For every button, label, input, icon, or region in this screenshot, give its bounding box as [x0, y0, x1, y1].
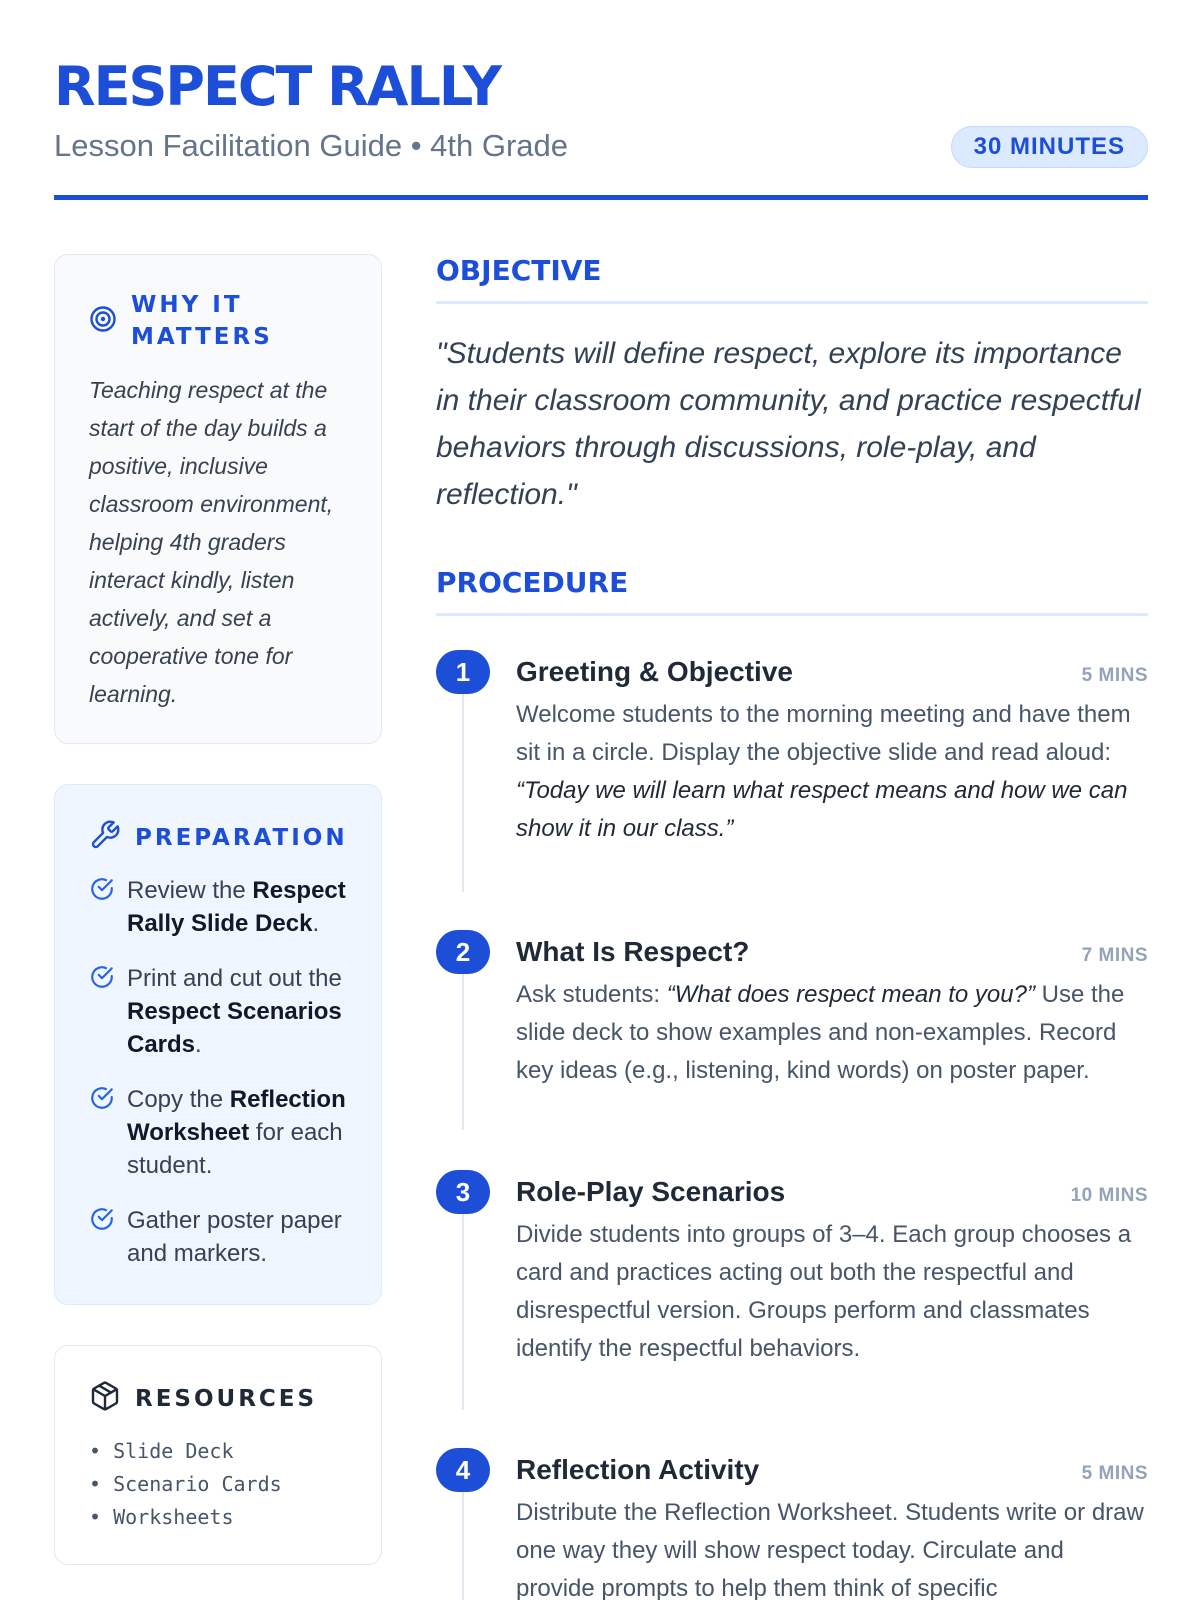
why-it-matters-text: Teaching respect at the start of the day builds a positive, inclusive classroom environment, helping 4th graders interact kindly, listen actively, and set a cooperative tone for learning.	[89, 377, 334, 708]
step-title: Reflection Activity	[516, 1454, 760, 1485]
step-number: 2	[436, 930, 490, 974]
main-content	[436, 254, 1148, 1600]
why-it-matters-header	[89, 289, 347, 353]
duration-badge: 30 MINUTES	[951, 126, 1148, 168]
list-item: • Scenario Cards	[89, 1468, 347, 1501]
list-item	[89, 1083, 347, 1182]
list-item-text: Print and cut out the Respect Scenarios Cards.	[127, 965, 342, 1059]
target-icon	[89, 305, 117, 338]
step-title: Greeting & Objective	[516, 656, 793, 687]
objective-heading: OBJECTIVE	[436, 254, 1148, 304]
step-header	[516, 1170, 1148, 1214]
step-description: Welcome students to the morning meeting and have them sit in a circle. Display the objective slide and read aloud: “Today we will learn what respect means and how we can show it in our class.”	[516, 701, 1131, 842]
resources-header	[89, 1380, 347, 1417]
check-circle-icon	[89, 1083, 115, 1182]
step-title: What Is Respect?	[516, 936, 750, 967]
step-header	[516, 930, 1148, 974]
why-it-matters-title: WHY IT MATTERS	[131, 292, 273, 351]
list-item	[89, 874, 347, 940]
step-header	[516, 650, 1148, 694]
step-time: 7 MINS	[1081, 945, 1148, 966]
timeline-line	[462, 974, 464, 1130]
procedure-heading: PROCEDURE	[436, 566, 1148, 616]
step-time: 10 MINS	[1070, 1185, 1148, 1206]
list-item-text: Review the Respect Rally Slide Deck.	[127, 877, 346, 938]
why-it-matters-card	[54, 254, 382, 744]
procedure-step	[436, 1448, 1148, 1600]
list-item-text: Copy the Reflection Worksheet for each student.	[127, 1086, 346, 1180]
procedure-step	[436, 650, 1148, 930]
step-number: 1	[436, 650, 490, 694]
box-icon	[89, 1380, 121, 1417]
timeline-line	[462, 1214, 464, 1410]
preparation-card	[54, 784, 382, 1305]
preparation-title: PREPARATION	[135, 824, 348, 851]
step-time: 5 MINS	[1081, 665, 1148, 686]
step-description: Ask students: “What does respect mean to you?” Use the slide deck to show examples and non-examples. Record key ideas (e.g., listening, kind words) on poster paper.	[516, 981, 1125, 1084]
check-circle-icon	[89, 874, 115, 940]
wrench-icon	[89, 819, 121, 856]
timeline-line	[462, 1492, 464, 1600]
list-item: • Slide Deck	[89, 1435, 347, 1468]
list-item-text: Gather poster paper and markers.	[127, 1207, 342, 1268]
procedure-steps	[436, 650, 1148, 1600]
timeline-line	[462, 694, 464, 892]
sidebar	[54, 254, 382, 1600]
list-item: • Worksheets	[89, 1501, 347, 1534]
procedure-step	[436, 1170, 1148, 1448]
step-number: 3	[436, 1170, 490, 1214]
step-time: 5 MINS	[1081, 1463, 1148, 1484]
resources-card	[54, 1345, 382, 1565]
objective-text: "Students will define respect, explore its importance in their classroom community, and practice respectful behaviors through discussions, role-play, and reflection."	[436, 337, 1141, 511]
preparation-list	[89, 874, 347, 1270]
list-item	[89, 1204, 347, 1270]
check-circle-icon	[89, 962, 115, 1061]
list-item	[89, 962, 347, 1061]
page-subtitle: Lesson Facilitation Guide • 4th Grade	[54, 128, 569, 163]
resources-title: RESOURCES	[135, 1385, 318, 1412]
step-title: Role-Play Scenarios	[516, 1176, 786, 1207]
step-description: Divide students into groups of 3–4. Each group chooses a card and practices acting out both the respectful and disrespectful version. Groups perform and classmates identify the respectful behaviors.	[516, 1221, 1132, 1362]
page-header	[54, 54, 1148, 200]
procedure-step	[436, 930, 1148, 1170]
preparation-header	[89, 819, 347, 856]
page-title: RESPECT RALLY	[54, 55, 500, 118]
check-circle-icon	[89, 1204, 115, 1270]
resources-list	[89, 1435, 347, 1534]
step-number: 4	[436, 1448, 490, 1492]
step-description: Distribute the Reflection Worksheet. Students write or draw one way they will show respect today. Circulate and provide prompts to help them think of specific	[516, 1499, 1144, 1600]
step-header	[516, 1448, 1148, 1492]
